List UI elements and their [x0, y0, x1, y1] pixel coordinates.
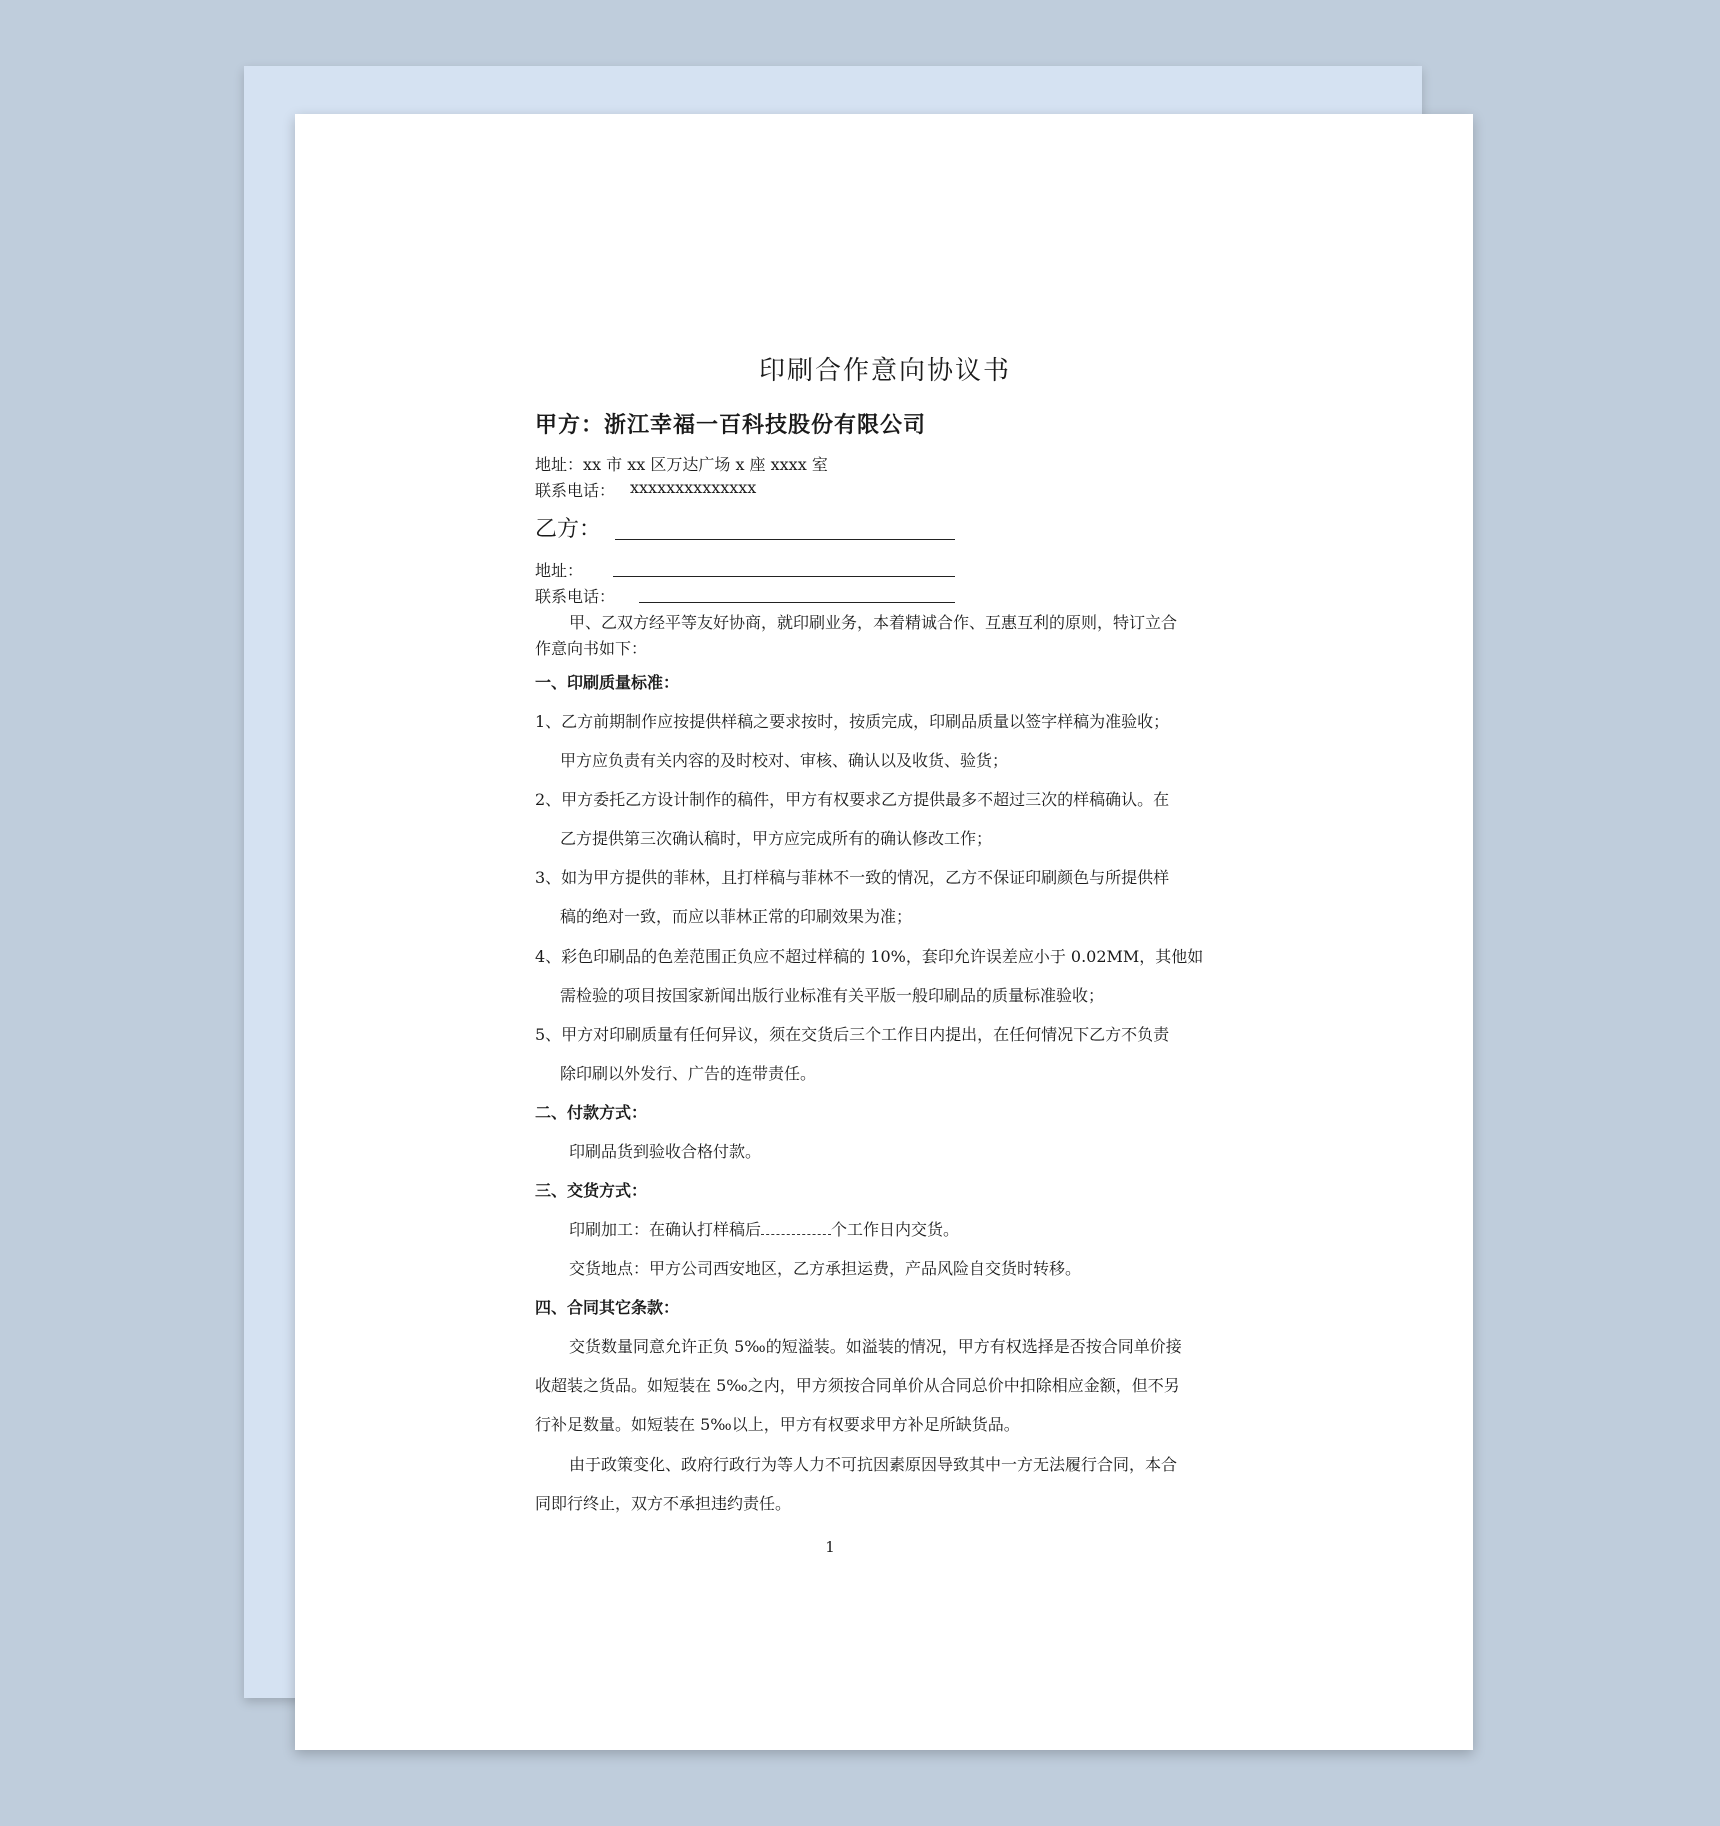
section-4-line: 由于政策变化、政府行政行为等人力不可抗因素原因导致其中一方无法履行合同，本合 [569, 1455, 1178, 1474]
section-4-line: 行补足数量。如短装在 5‰以上，甲方有权要求甲方补足所缺货品。 [535, 1415, 1020, 1434]
party-b-address-label: 地址： [535, 561, 584, 580]
delivery-text-after: 个工作日内交货。 [831, 1220, 960, 1239]
intro-line-2: 作意向书如下： [535, 639, 648, 658]
section-4-line: 收超装之货品。如短装在 5‰之内，甲方须按合同单价从合同总价中扣除相应金额，但不另 [535, 1376, 1180, 1395]
party-b-name-blank[interactable] [615, 539, 955, 540]
section-1-line: 3、如为甲方提供的菲林，且打样稿与菲林不一致的情况，乙方不保证印刷颜色与所提供样 [535, 868, 1170, 887]
party-b-phone-label: 联系电话： [535, 587, 616, 606]
delivery-text-before: 印刷加工：在确认打样稿后 [569, 1220, 762, 1239]
intro-line-1: 甲、乙双方经平等友好协商，就印刷业务，本着精诚合作、互惠互利的原则，特订立合 [569, 613, 1178, 632]
party-a-address: 地址：xx 市 xx 区万达广场 x 座 xxxx 室 [535, 455, 828, 474]
section-3-line-2: 交货地点：甲方公司西安地区，乙方承担运费，产品风险自交货时转移。 [569, 1259, 1082, 1278]
party-a-phone-value: xxxxxxxxxxxxxx [630, 478, 757, 497]
delivery-days-blank[interactable] [761, 1220, 831, 1235]
section-3-line-1 [569, 1217, 959, 1240]
section-1-line: 2、甲方委托乙方设计制作的稿件，甲方有权要求乙方提供最多不超过三次的样稿确认。在 [535, 790, 1170, 809]
section-3-heading: 三、交货方式： [535, 1181, 648, 1200]
party-b-heading: 乙方： [535, 517, 602, 542]
party-a-phone-label: 联系电话： [535, 481, 616, 500]
document-page [295, 114, 1473, 1750]
section-1-line: 1、乙方前期制作应按提供样稿之要求按时，按质完成，印刷品质量以签字样稿为准验收； [535, 712, 1170, 731]
section-4-line: 交货数量同意允许正负 5‰的短溢装。如溢装的情况，甲方有权选择是否按合同单价接 [569, 1337, 1182, 1356]
party-b-address-blank[interactable] [613, 576, 955, 577]
section-1-line: 需检验的项目按国家新闻出版行业标准有关平版一般印刷品的质量标准验收； [560, 986, 1105, 1005]
section-1-line: 乙方提供第三次确认稿时，甲方应完成所有的确认修改工作； [560, 829, 993, 848]
section-1-line: 除印刷以外发行、广告的连带责任。 [560, 1064, 817, 1083]
section-4-line: 同即行终止，双方不承担违约责任。 [535, 1494, 792, 1513]
document-title: 印刷合作意向协议书 [758, 356, 1011, 386]
section-1-line: 5、甲方对印刷质量有任何异议，须在交货后三个工作日内提出，在任何情况下乙方不负责 [535, 1025, 1170, 1044]
section-1-line: 稿的绝对一致，而应以菲林正常的印刷效果为准； [560, 907, 913, 926]
section-1-line: 4、彩色印刷品的色差范围正负应不超过样稿的 10%，套印允许误差应小于 0.02MM，其他如 [535, 947, 1204, 966]
page-number: 1 [825, 1538, 835, 1556]
section-4-heading: 四、合同其它条款： [535, 1298, 680, 1317]
section-1-line: 甲方应负责有关内容的及时校对、审核、确认以及收货、验货； [560, 751, 1009, 770]
section-2-text: 印刷品货到验收合格付款。 [569, 1142, 762, 1161]
party-a-heading: 甲方：浙江幸福一百科技股份有限公司 [535, 413, 927, 438]
section-2-heading: 二、付款方式： [535, 1103, 648, 1122]
party-b-phone-blank[interactable] [639, 602, 955, 603]
section-1-heading: 一、印刷质量标准： [535, 673, 680, 692]
